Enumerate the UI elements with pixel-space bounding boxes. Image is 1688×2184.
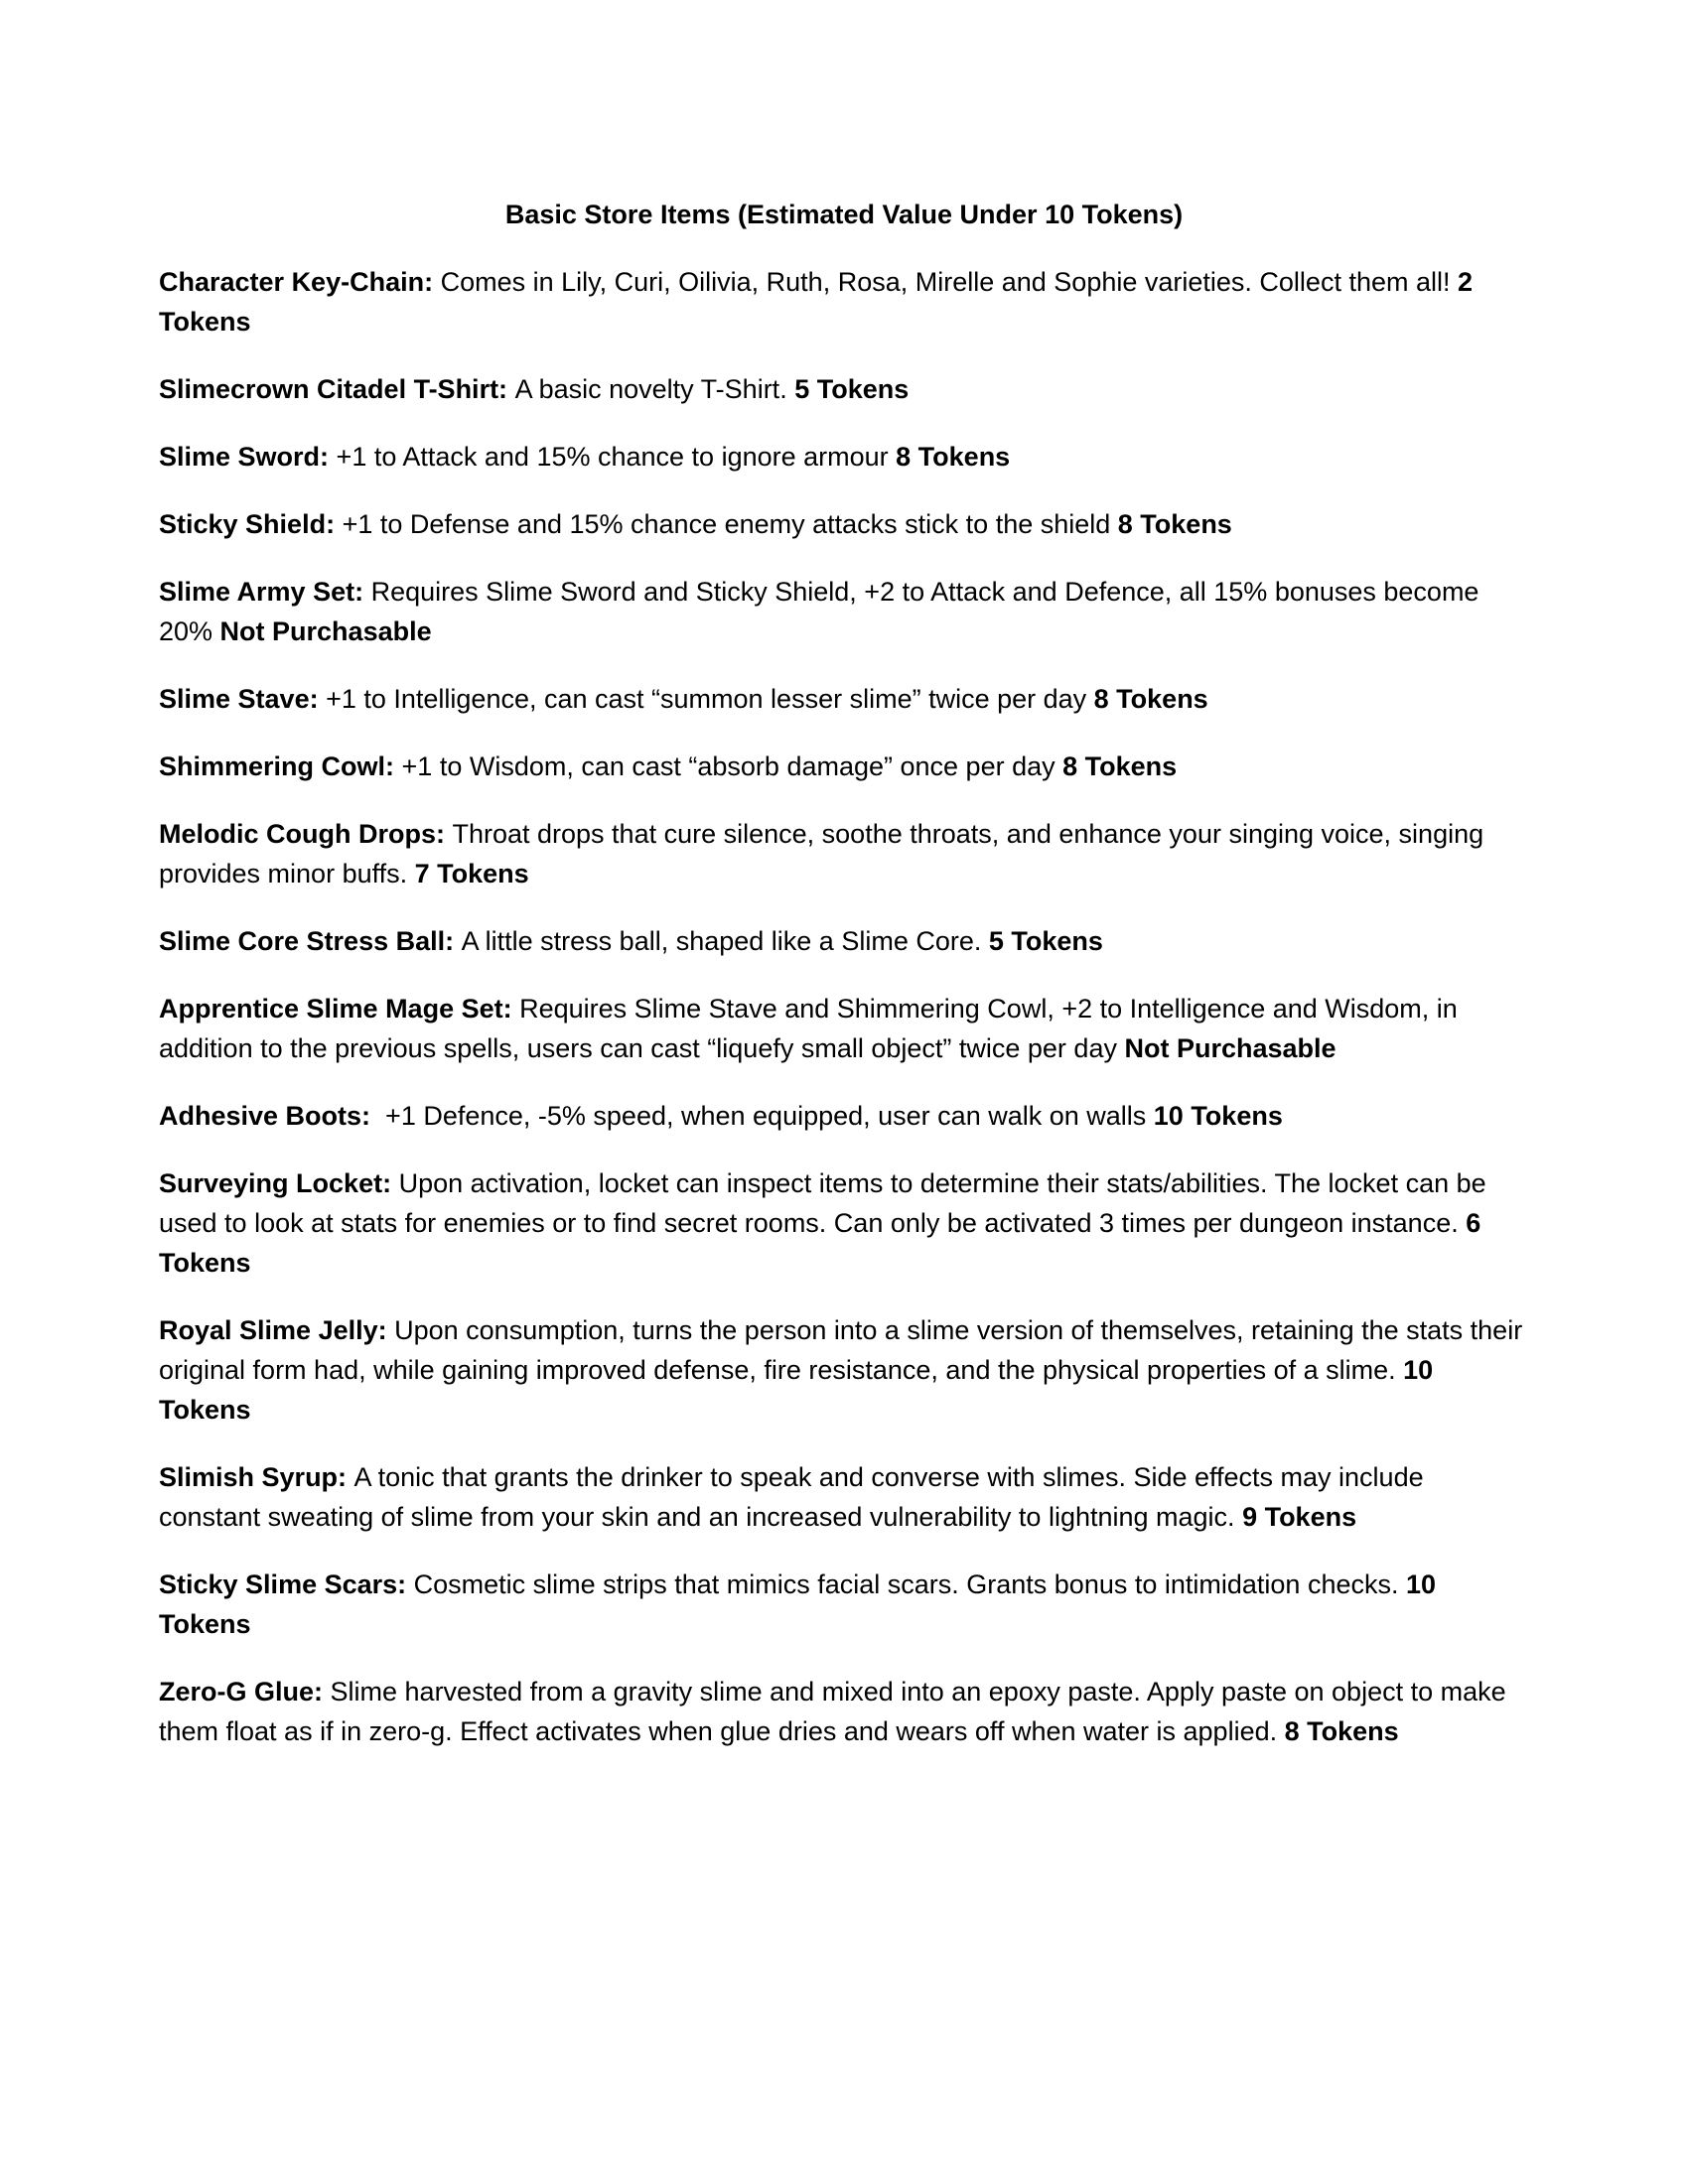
items-list [159, 262, 1529, 1751]
item-description: Throat drops that cure silence, soothe throats, and enhance your singing voice, singing provides minor buffs. [159, 819, 1491, 888]
store-item [159, 1672, 1529, 1751]
item-description: Slime harvested from a gravity slime and mixed into an epoxy paste. Apply paste on object to make them float as if in zero-g. Effect activates when glue dries and wears off when water is applied. [159, 1677, 1514, 1746]
item-name: Slime Army Set: [159, 577, 371, 607]
document-title: Basic Store Items (Estimated Value Under 10 Tokens) [504, 200, 1184, 229]
item-name: Apprentice Slime Mage Set: [159, 994, 520, 1024]
store-item [159, 679, 1529, 719]
item-name: Slime Core Stress Ball: [159, 926, 462, 956]
store-item [159, 1096, 1529, 1136]
item-name: Melodic Cough Drops: [159, 819, 453, 849]
item-description: +1 to Intelligence, can cast “summon lesser slime” twice per day [326, 684, 1094, 714]
item-description: +1 to Attack and 15% chance to ignore armour [336, 442, 897, 472]
item-value: Not Purchasable [219, 616, 432, 646]
store-item [159, 814, 1529, 893]
item-name: Shimmering Cowl: [159, 751, 402, 781]
item-name: Slimecrown Citadel T-Shirt: [159, 374, 515, 404]
item-name: Slimish Syrup: [159, 1462, 354, 1492]
store-item [159, 747, 1529, 786]
item-name: Slime Sword: [159, 442, 337, 472]
item-value: 9 Tokens [1242, 1502, 1357, 1532]
item-name: Slime Stave: [159, 684, 327, 714]
item-name: Zero-G Glue: [159, 1677, 331, 1706]
store-item [159, 1565, 1529, 1644]
item-description: A little stress ball, shaped like a Slime Core. [461, 926, 989, 956]
item-value: 5 Tokens [988, 926, 1103, 956]
item-description: Requires Slime Sword and Sticky Shield, +2 to Attack and Defence, all 15% bonuses become 20% [159, 577, 1486, 646]
item-description: Comes in Lily, Curi, Oilivia, Ruth, Rosa, Mirelle and Sophie varieties. Collect them all! [440, 267, 1458, 297]
item-value: 10 Tokens [1153, 1101, 1283, 1131]
item-description: Upon consumption, turns the person into a slime version of themselves, retaining the stats their original form had, while gaining improved defense, fire resistance, and the physical properties of a slime. [159, 1315, 1530, 1385]
store-item [159, 1310, 1529, 1430]
item-name: Adhesive Boots: [159, 1101, 378, 1131]
item-description: +1 Defence, -5% speed, when equipped, user can walk on walls [377, 1101, 1154, 1131]
item-description: Requires Slime Stave and Shimmering Cowl, +2 to Intelligence and Wisdom, in addition to the previous spells, users can cast “liquefy small object” twice per day [159, 994, 1466, 1063]
item-value: 5 Tokens [794, 374, 910, 404]
item-value: 7 Tokens [414, 859, 529, 888]
item-name: Sticky Slime Scars: [159, 1570, 414, 1599]
item-name: Sticky Shield: [159, 509, 343, 539]
item-name: Character Key-Chain: [159, 267, 441, 297]
store-item [159, 921, 1529, 961]
item-value: 2 Tokens [159, 267, 1480, 337]
item-description: A tonic that grants the drinker to speak and converse with slimes. Side effects may include constant sweating of slime from your skin and an increased vulnerability to lightning magic. [159, 1462, 1432, 1532]
store-item [159, 504, 1529, 544]
store-item [159, 262, 1529, 341]
store-item [159, 369, 1529, 409]
store-item [159, 572, 1529, 651]
item-name: Surveying Locket: [159, 1168, 399, 1198]
item-value: 8 Tokens [1093, 684, 1208, 714]
item-value: 8 Tokens [1117, 509, 1232, 539]
item-value: Not Purchasable [1124, 1033, 1336, 1063]
item-description: Upon activation, locket can inspect items to determine their stats/abilities. The locket can be used to look at stats for enemies or to find secret rooms. Can only be activated 3 times per dungeon instance. [159, 1168, 1494, 1238]
store-item [159, 1457, 1529, 1537]
item-value: 8 Tokens [1284, 1716, 1399, 1746]
item-value: 8 Tokens [1062, 751, 1178, 781]
store-item [159, 989, 1529, 1068]
item-value: 10 Tokens [159, 1570, 1444, 1639]
item-name: Royal Slime Jelly: [159, 1315, 395, 1345]
item-value: 6 Tokens [159, 1208, 1488, 1278]
item-description: +1 to Defense and 15% chance enemy attacks stick to the shield [342, 509, 1118, 539]
item-value: 8 Tokens [896, 442, 1011, 472]
item-description: A basic novelty T-Shirt. [514, 374, 795, 404]
item-description: +1 to Wisdom, can cast “absorb damage” once per day [401, 751, 1063, 781]
item-description: Cosmetic slime strips that mimics facial scars. Grants bonus to intimidation checks. [413, 1570, 1406, 1599]
store-item [159, 1163, 1529, 1283]
store-item [159, 437, 1529, 477]
item-value: 10 Tokens [159, 1355, 1441, 1425]
